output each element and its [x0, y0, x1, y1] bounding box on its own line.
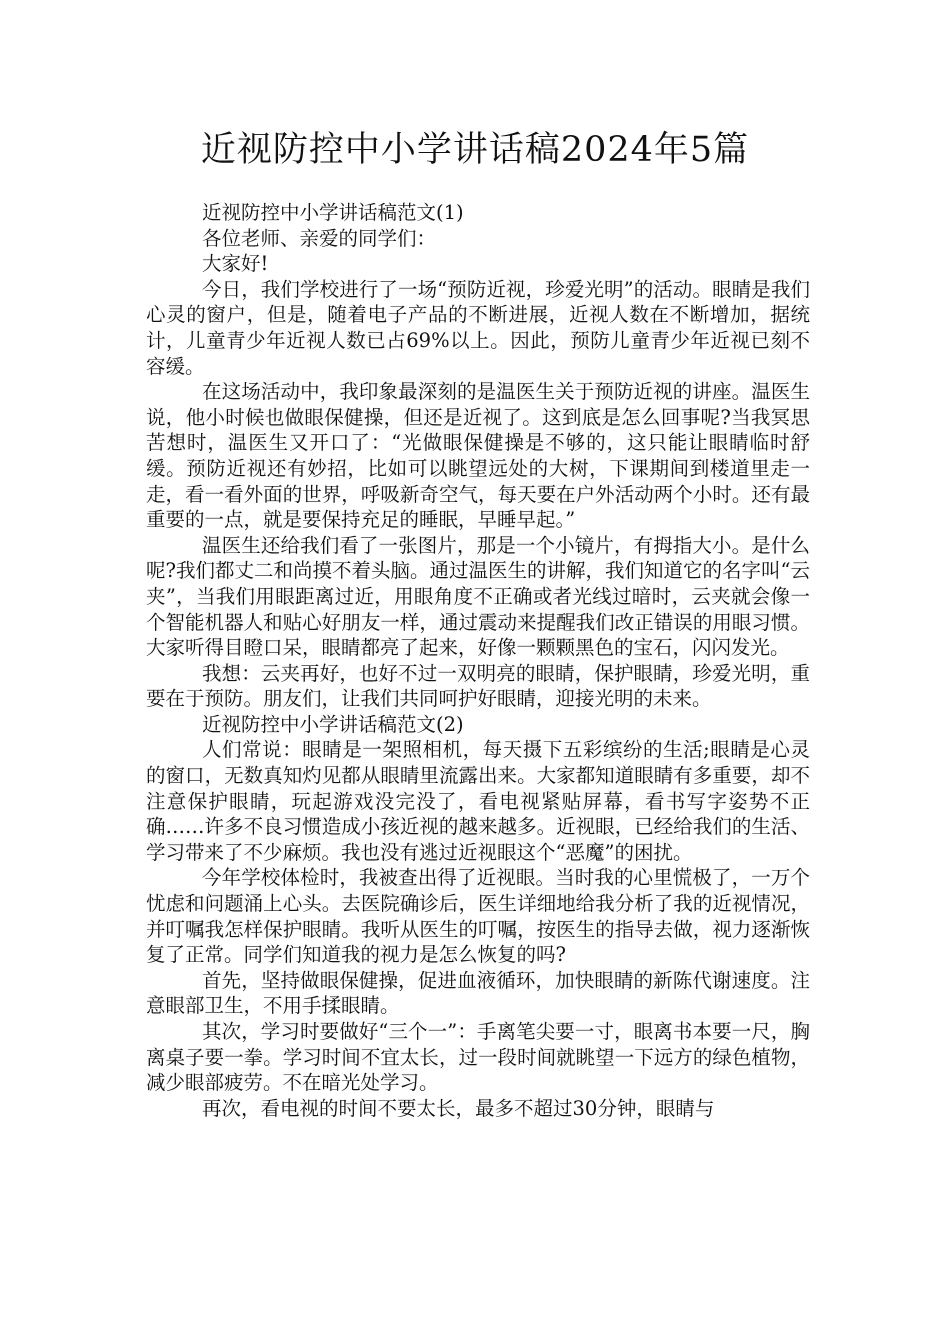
body-paragraph: 人们常说：眼睛是一架照相机，每天摄下五彩缤纷的生活;眼睛是心灵的窗口，无数真知灼见都从眼睛里流露出来。大家都知道眼睛有多重要，却不注意保护眼睛，玩起游戏没完没了，看电视紧贴屏幕，看书写字姿势不正确……许多不良习惯造成小孩近视的越来越多。近视眼，已经给我们的生活、学习带来了不少麻烦。我也没有逃过近视眼这个“恶魔”的困扰。	[146, 738, 810, 864]
body-paragraph: 今日，我们学校进行了一场“预防近视，珍爱光明”的活动。眼睛是我们心灵的窗户，但是，随着电子产品的不断进展，近视人数在不断增加，据统计，儿童青少年近视人数已占69%以上。因此，预防儿童青少年近视已刻不容缓。	[146, 277, 810, 378]
body-paragraph: 首先，坚持做眼保健操，促进血液循环，加快眼睛的新陈代谢速度。注意眼部卫生，不用手揉眼睛。	[146, 968, 810, 1018]
salutation: 各位老师、亲爱的同学们：	[202, 226, 437, 250]
greeting: 大家好!	[202, 252, 269, 276]
body-paragraph: 其次，学习时要做好“三个一”：手离笔尖要一寸，眼离书本要一尺，胸离桌子要一拳。学习时间不宜太长，过一段时间就眺望一下远方的绿色植物，减少眼部疲劳。不在暗光处学习。	[146, 1020, 810, 1095]
section-heading-2: 近视防控中小学讲话稿范文(2)	[202, 712, 464, 736]
body-paragraph: 我想：云夹再好，也好不过一双明亮的眼睛，保护眼睛，珍爱光明，重要在于预防。朋友们，让我们共同呵护好眼睛，迎接光明的未来。	[146, 661, 810, 711]
body-paragraph: 在这场活动中，我印象最深刻的是温医生关于预防近视的讲座。温医生说，他小时候也做眼保健操，但还是近视了。这到底是怎么回事呢?当我冥思苦想时，温医生又开口了：“光做眼保健操是不够的，这只能让眼睛临时舒缓。预防近视还有妙招，比如可以眺望远处的大树，下课期间到楼道里走一走，看一看外面的世界，呼吸新奇空气，每天要在户外活动两个小时。还有最重要的一点，就是要保持充足的睡眠，早睡早起。”	[146, 380, 810, 532]
body-paragraph: 再次，看电视的时间不要太长，最多不超过30分钟，眼睛与	[202, 1096, 715, 1120]
document-title: 近视防控中小学讲话稿2024年5篇	[200, 130, 750, 170]
body-paragraph: 今年学校体检时，我被查出得了近视眼。当时我的心里慌极了，一万个忧虑和问题涌上心头。去医院确诊后，医生详细地给我分析了我的近视情况，并叮嘱我怎样保护眼睛。我听从医生的叮嘱，按医生的指导去做，视力逐渐恢复了正常。同学们知道我的视力是怎么恢复的吗?	[146, 866, 810, 967]
section-heading-1: 近视防控中小学讲话稿范文(1)	[202, 201, 464, 224]
document-body	[146, 200, 810, 1121]
body-paragraph: 温医生还给我们看了一张图片，那是一个小镜片，有拇指大小。是什么呢?我们都丈二和尚摸不着头脑。通过温医生的讲解，我们知道它的名字叫“云夹”，当我们用眼距离过近，用眼角度不正确或者光线过暗时，云夹就会像一个智能机器人和贴心好朋友一样，通过震动来提醒我们改正错误的用眼习惯。大家听得目瞪口呆，眼睛都亮了起来，好像一颗颗黑色的宝石，闪闪发光。	[146, 533, 810, 660]
